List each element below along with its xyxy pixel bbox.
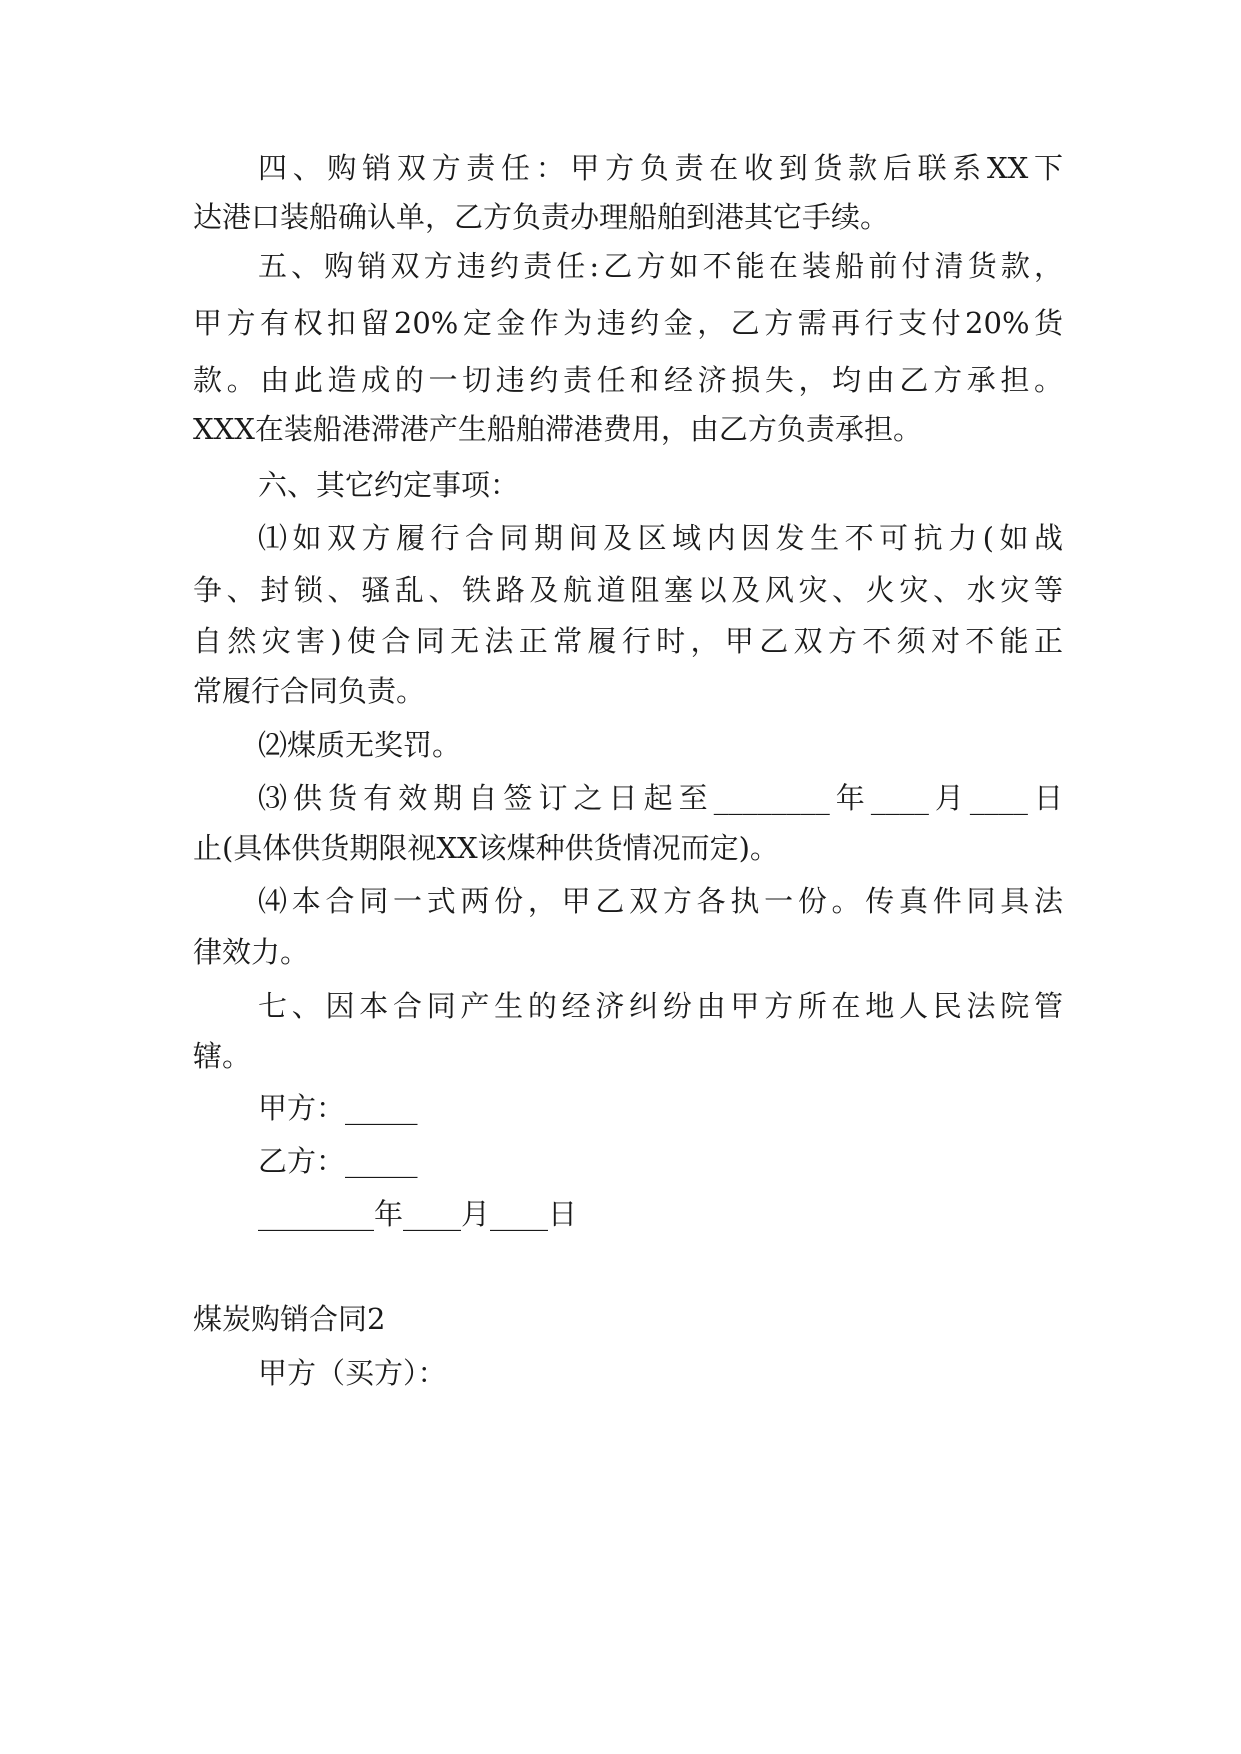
clause-6-item-1-line-2: 争、封锁、骚乱、铁路及航道阻塞以及风灾、火灾、水灾等	[193, 573, 1063, 607]
contract-2-party-a: 甲方（买方）：	[258, 1356, 447, 1390]
signature-date: ________年____月____日	[258, 1197, 578, 1231]
clause-6-item-1-line-4: 常履行合同负责。	[193, 674, 426, 708]
clause-6-heading: 六、其它约定事项：	[258, 468, 520, 502]
contract-2-title: 煤炭购销合同2	[193, 1302, 386, 1336]
clause-6-item-4-line-1: ⑷本合同一式两份，甲乙双方各执一份。传真件同具法	[258, 884, 1063, 918]
clause-6-item-3-line-1: ⑶供货有效期自签订之日起至________年____月____日	[258, 781, 1063, 815]
clause-7-line-2: 辖。	[193, 1039, 252, 1073]
clause-6-item-4-line-2: 律效力。	[193, 935, 310, 969]
party-b-signature: 乙方：_____	[258, 1144, 418, 1178]
clause-4-line-1: 四、购销双方责任：甲方负责在收到货款后联系XX下	[258, 151, 1063, 185]
clause-5-line-4: XXX在装船港滞港产生船舶滞港费用，由乙方负责承担。	[193, 412, 922, 446]
clause-5-line-1: 五、购销双方违约责任:乙方如不能在装船前付清货款，	[258, 249, 1063, 283]
clause-5-line-2: 甲方有权扣留20%定金作为违约金，乙方需再行支付20%货	[193, 306, 1063, 340]
clause-5-line-3: 款。由此造成的一切违约责任和经济损失，均由乙方承担。	[193, 363, 1063, 397]
clause-6-item-2: ⑵煤质无奖罚。	[258, 728, 462, 762]
clause-6-item-1-line-3: 自然灾害)使合同无法正常履行时，甲乙双方不须对不能正	[193, 624, 1063, 658]
party-a-signature: 甲方：_____	[258, 1091, 418, 1125]
clause-4-line-2: 达港口装船确认单，乙方负责办理船舶到港其它手续。	[193, 200, 890, 234]
clause-6-item-1-line-1: ⑴如双方履行合同期间及区域内因发生不可抗力(如战	[258, 521, 1063, 555]
clause-7-line-1: 七、因本合同产生的经济纠纷由甲方所在地人民法院管	[258, 989, 1063, 1023]
clause-6-item-3-line-2: 止(具体供货期限视XX该煤种供货情况而定)。	[193, 831, 779, 865]
